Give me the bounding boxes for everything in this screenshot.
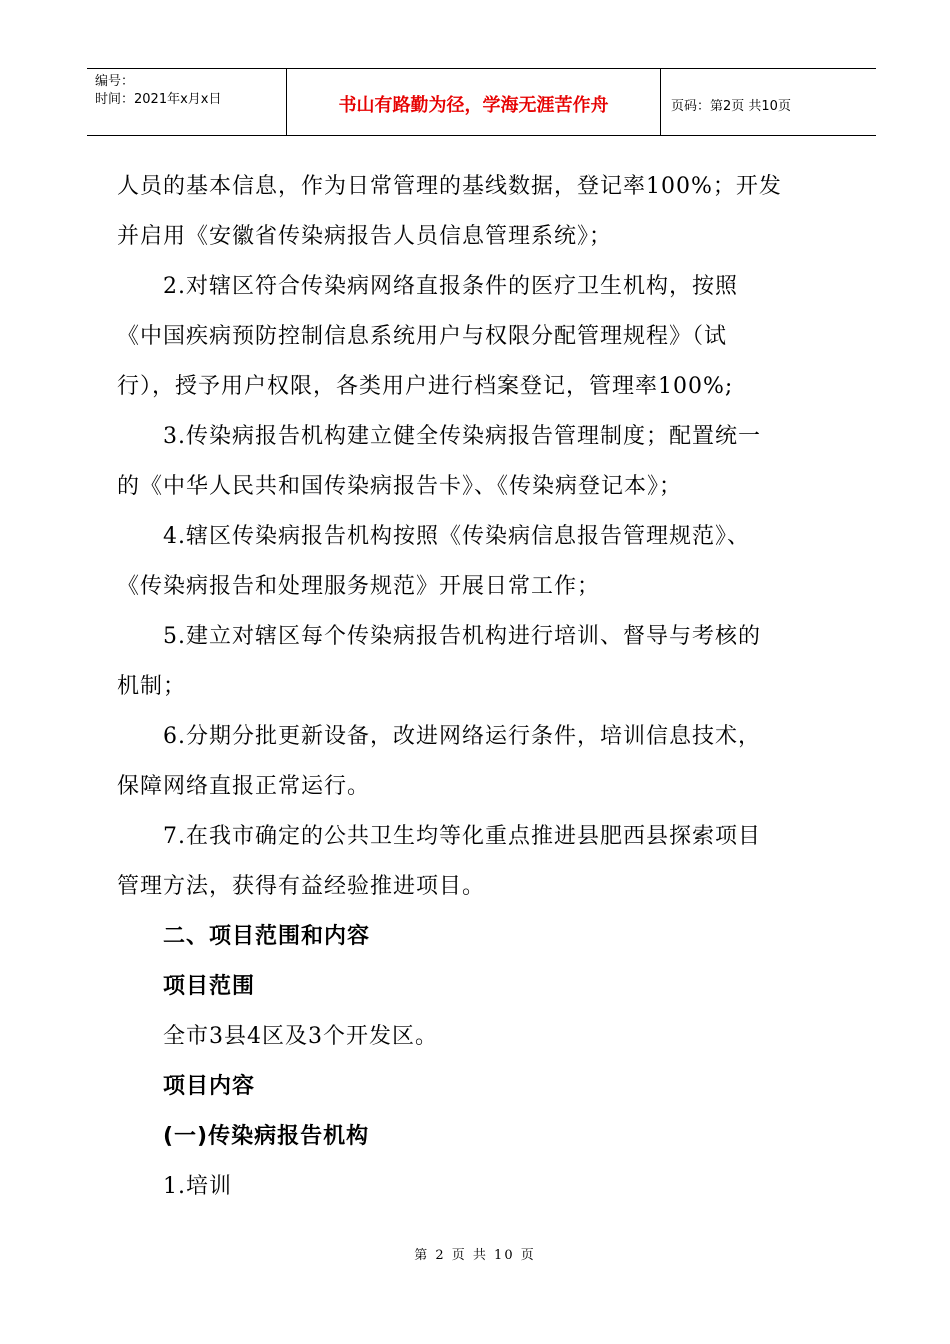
section-heading: 二、项目范围和内容 xyxy=(163,924,371,949)
page-footer: 第 2 页 共 10 页 xyxy=(414,1248,536,1263)
document-date: 时间：2021年x月x日 xyxy=(95,92,222,107)
header-page-info: 页码：第2页 共10页 xyxy=(671,98,791,114)
subsection-heading: (一)传染病报告机构 xyxy=(163,1124,370,1149)
body-line: 2.对辖区符合传染病网络直报条件的医疗卫生机构，按照 xyxy=(163,274,738,299)
body-line: 的《中华人民共和国传染病报告卡》、《传染病登记本》； xyxy=(117,474,683,499)
body-line: 4.辖区传染病报告机构按照《传染病信息报告管理规范》、 xyxy=(163,524,750,549)
subsection-heading: 项目内容 xyxy=(163,1074,256,1099)
subsection-heading: 项目范围 xyxy=(163,974,256,999)
body-line: 全市3县4区及3个开发区。 xyxy=(163,1024,438,1049)
body-line: 5.建立对辖区每个传染病报告机构进行培训、督导与考核的 xyxy=(163,624,761,649)
header-meta xyxy=(87,69,287,135)
header-motto: 书山有路勤为径，学海无涯苦作舟 xyxy=(287,69,661,135)
body-line: 行），授予用户权限，各类用户进行档案登记，管理率100%; xyxy=(117,374,734,399)
body-line: 《传染病报告和处理服务规范》开展日常工作； xyxy=(117,574,601,599)
body-line: 7.在我市确定的公共卫生均等化重点推进县肥西县探索项目 xyxy=(163,824,761,849)
body-line: 并启用《安徽省传染病报告人员信息管理系统》； xyxy=(117,224,613,249)
body-line: 3.传染病报告机构建立健全传染病报告管理制度；配置统一 xyxy=(163,424,761,449)
document-number: 编号： xyxy=(95,74,135,89)
body-line: 《中国疾病预防控制信息系统用户与权限分配管理规程》（试 xyxy=(117,324,728,349)
document-body xyxy=(117,162,837,1212)
body-line: 管理方法，获得有益经验推进项目。 xyxy=(117,874,486,899)
body-line: 6.分期分批更新设备，改进网络运行条件，培训信息技术， xyxy=(163,724,761,749)
list-item: 1.培训 xyxy=(163,1174,232,1199)
body-line: 保障网络直报正常运行。 xyxy=(117,774,371,799)
page-header xyxy=(87,68,876,136)
body-line: 人员的基本信息，作为日常管理的基线数据，登记率100%；开发 xyxy=(117,174,782,199)
body-line: 机制； xyxy=(117,674,187,699)
